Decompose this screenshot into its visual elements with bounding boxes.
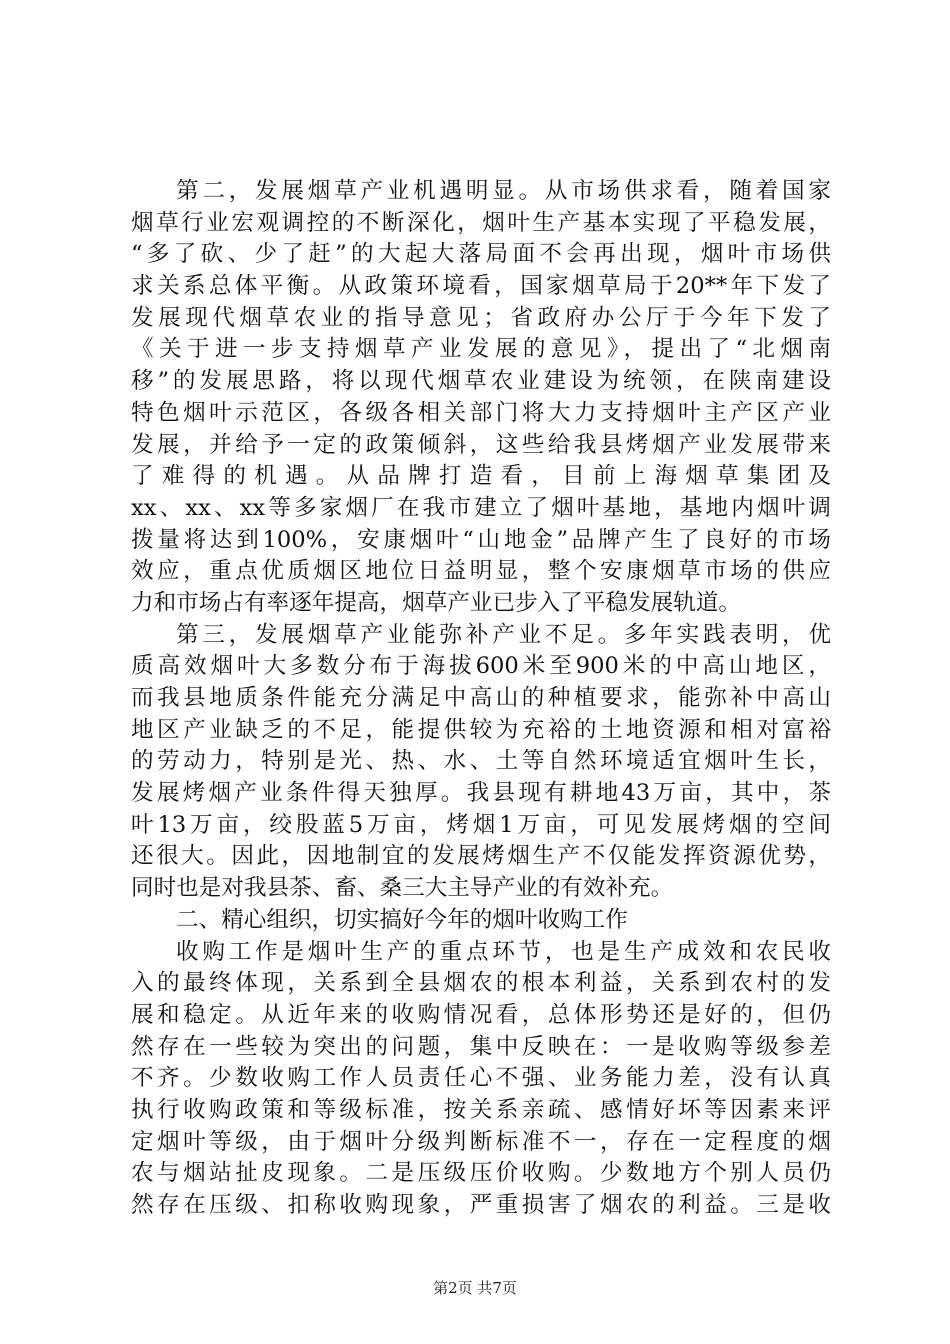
paragraph-line: 特色烟叶示范区，各级各相关部门将大力支持烟叶主产区产业 (131, 399, 831, 426)
document-body (131, 176, 831, 1222)
paragraph-line: 然存在压级、扣称收购现象，严重损害了烟农的利益。三是收 (131, 1192, 831, 1218)
paragraph-line: 质高效烟叶大多数分布于海拔600米至900米的中高山地区， (131, 653, 831, 680)
paragraph-line: 叶13万亩，绞股蓝5万亩，烤烟1万亩，可见发展烤烟的空间 (131, 811, 831, 838)
paragraph-line: 入的最终体现，关系到全县烟农的根本利益，关系到农村的发 (131, 970, 831, 997)
paragraph-line: 同时也是对我县茶、畜、桑三大主导产业的有效补充。 (131, 875, 674, 902)
paragraph-line: 定烟叶等级，由于烟叶分级判断标准不一，存在一定程度的烟 (131, 1128, 831, 1155)
paragraph-line: 农与烟站扯皮现象。二是压级压价收购。少数地方个别人员仍 (131, 1160, 831, 1187)
paragraph-line: 发展现代烟草农业的指导意见；省政府办公厅于今年下发了 (131, 304, 831, 331)
paragraph-line: 然存在一些较为突出的问题，集中反映在：一是收购等级参差 (131, 1033, 831, 1060)
paragraph-line: 不齐。少数收购工作人员责任心不强、业务能力差，没有认真 (131, 1065, 831, 1092)
paragraph-line: 而我县地质条件能充分满足中高山的种植要求，能弥补中高山 (131, 685, 831, 711)
paragraph-line: 展和稳定。从近年来的收购情况看，总体形势还是好的，但仍 (131, 1001, 831, 1028)
paragraph-line: 收购工作是烟叶生产的重点环节，也是生产成效和农民收 (176, 938, 831, 965)
page-footer: 第2页 共7页 (433, 1279, 517, 1297)
paragraph-line: 发展，并给予一定的政策倾斜，这些给我县烤烟产业发展带来 (131, 431, 831, 458)
paragraph-line: 的劳动力，特别是光、热、水、土等自然环境适宜烟叶生长， (131, 748, 831, 775)
paragraph-line: 《关于进一步支持烟草产业发展的意见》，提出了“北烟南 (131, 336, 831, 363)
paragraph-line: 效应，重点优质烟区地位日益明显，整个安康烟草市场的供应 (131, 558, 831, 585)
paragraph-line: 执行收购政策和等级标准，按关系亲疏、感情好坏等因素来评 (131, 1096, 831, 1123)
paragraph-line: 拨量将达到100%，安康烟叶“山地金”品牌产生了良好的市场 (131, 526, 831, 553)
paragraph-line: 地区产业缺乏的不足，能提供较为充裕的土地资源和相对富裕 (131, 716, 831, 743)
paragraph-line: 第二，发展烟草产业机遇明显。从市场供求看，随着国家 (176, 178, 831, 204)
paragraph-line: 第三，发展烟草产业能弥补产业不足。多年实践表明，优 (176, 621, 831, 648)
paragraph-line: xx、xx、xx等多家烟厂在我市建立了烟叶基地，基地内烟叶调 (131, 494, 831, 521)
paragraph-line: 还很大。因此，因地制宜的发展烤烟生产不仅能发挥资源优势， (131, 843, 831, 870)
paragraph-line: 发展烤烟产业条件得天独厚。我县现有耕地43万亩，其中，茶 (131, 780, 831, 807)
paragraph-line: 求关系总体平衡。从政策环境看，国家烟草局于20**年下发了 (131, 273, 831, 300)
section-heading: 二、精心组织，切实搞好今年的烟叶收购工作 (176, 906, 628, 933)
paragraph-line: 了难得的机遇。从品牌打造看，目前上海烟草集团及 (131, 463, 831, 490)
paragraph-line: “多了砍、少了赶”的大起大落局面不会再出现，烟叶市场供 (131, 241, 831, 268)
paragraph-line: 移”的发展思路，将以现代烟草农业建设为统领，在陕南建设 (131, 368, 831, 395)
paragraph-line: 力和市场占有率逐年提高，烟草产业已步入了平稳发展轨道。 (131, 589, 742, 616)
paragraph-line: 烟草行业宏观调控的不断深化，烟叶生产基本实现了平稳发展， (131, 209, 831, 236)
